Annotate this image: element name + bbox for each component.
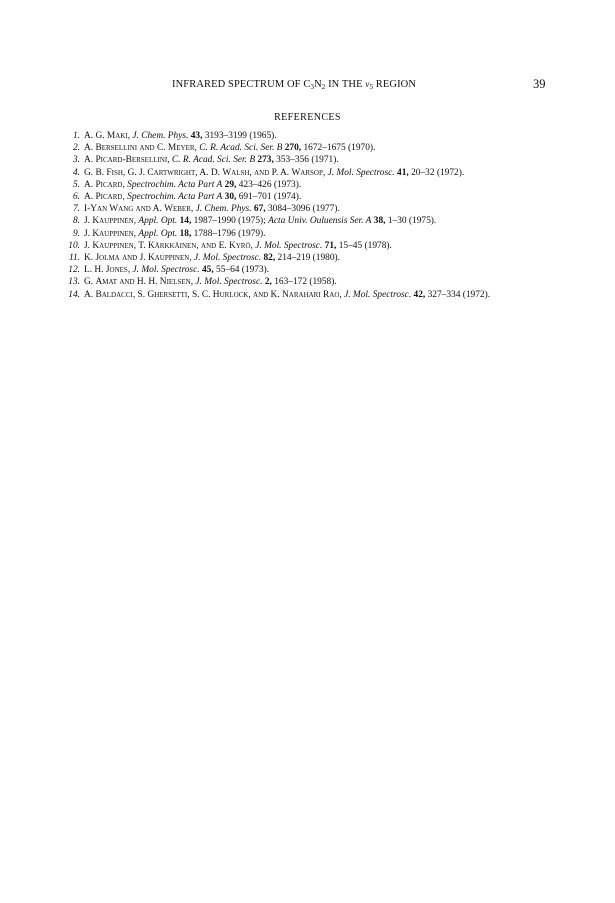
reference-text: J. [84,228,93,239]
reference-text: Narahari Rao [282,289,340,300]
reference-text: , [122,192,128,203]
reference-text: 45, [201,265,214,276]
running-head-subscript: 3 [310,83,315,91]
reference-text: 273, [257,155,274,166]
reference-text: , [189,253,195,264]
reference-text: Walsh, and [222,167,270,178]
reference-text: 214–219 (1980). [275,253,341,264]
reference-text: 423–426 (1973). [236,179,302,190]
reference-text: J. Mol. Spectrosc. [255,240,323,251]
reference-text: Appl. Opt. [138,228,178,239]
reference-text: , [133,216,139,227]
reference-text: L. H. [84,265,106,276]
reference-text: , S. C. [187,289,213,300]
reference-item [66,179,561,191]
reference-text: 71, [324,240,337,251]
reference-text: 29, [224,179,237,190]
reference-text: G. [84,277,96,288]
reference-text: Cartwright [147,167,196,178]
reference-text: 691–701 (1974). [236,192,302,203]
running-head-title-part: REGION [373,79,417,90]
reference-text: 38, [373,216,386,227]
reference-text: J. Mol. Spectrosc. [194,253,262,264]
reference-item [66,203,561,215]
reference-text: Maki [106,131,128,141]
reference-text: , [133,228,139,239]
reference-text: Appl. Opt. [138,216,178,227]
reference-number: 11. [68,253,80,264]
reference-text: A. [84,192,96,203]
reference-text: , S. [132,289,148,300]
reference-text: 42, [413,289,426,300]
reference-text: C. R. Acad. Sci. Ser. B [199,143,283,154]
reference-text: Bersellini and [95,143,155,154]
reference-text: A. [84,289,96,300]
reference-text: , [127,265,133,276]
running-head-title [172,79,416,91]
reference-text: C. [154,143,168,154]
reference-item [66,191,561,203]
reference-text: 163–172 (1958). [271,277,337,288]
running-head-title-part: N [314,79,322,90]
reference-text: Kauppinen [92,216,134,227]
reference-text: J. Chem. Phys. [132,131,189,141]
reference-text: 14, [179,216,192,227]
reference-text: 55–64 (1973). [213,265,270,276]
reference-number: 2. [72,143,80,154]
reference-text: 2, [264,277,272,288]
reference-text: Baldacci [95,289,133,300]
reference-text: 353–356 (1971). [273,155,339,166]
reference-text: Hurlock, and [212,289,269,300]
running-head-title-part: IN THE [325,79,366,90]
reference-number: 5. [72,179,80,190]
reference-text: Fish [106,167,123,178]
reference-text: A. [84,179,96,190]
reference-text: , [167,155,172,166]
reference-list [66,130,561,301]
reference-number: 8. [72,216,80,227]
reference-number: 13. [68,277,80,288]
reference-text: Jolma and [95,253,138,264]
reference-text: 1788–1796 (1979). [191,228,266,239]
reference-text: , G. J. [122,167,148,178]
reference-text: , [122,179,128,190]
running-head-symbol: ν [365,79,370,89]
reference-text: A. [84,155,96,166]
reference-text: Picard [95,179,123,190]
reference-number: 6. [72,192,80,203]
reference-text: 15–45 (1978). [336,240,392,251]
reference-text: , [190,277,196,288]
reference-text: Spectrochim. Acta Part A [127,192,223,203]
reference-text: 1672–1675 (1970). [301,143,376,154]
references-heading: REFERENCES [274,112,341,123]
reference-text: Kauppinen [147,253,190,264]
reference-number: 12. [68,265,80,276]
reference-text: Ghersetti [147,289,188,300]
reference-text: 1–30 (1975). [385,216,437,227]
reference-number: 1. [72,131,80,141]
reference-text: J. Chem. Phys. [195,204,252,215]
reference-item [66,215,561,227]
reference-text: 327–334 (1972). [425,289,491,300]
reference-text: J. [137,253,148,264]
reference-text: 67, [253,204,266,215]
reference-text: 20–32 (1972). [408,167,465,178]
running-head-subscript: 5 [369,83,374,91]
reference-text: A. G. [84,131,107,141]
reference-text: G. B. [84,167,107,178]
reference-text: 43, [190,131,203,141]
reference-item [66,154,561,166]
reference-text: Picard-Bersellini [95,155,168,166]
reference-text: J. [84,216,93,227]
reference-text: J. Mol. Spectrosc. [327,167,395,178]
reference-text: 3193–3199 (1965). [202,131,277,141]
reference-number: 3. [72,155,80,166]
reference-text: Warsop [291,167,323,178]
reference-text: Amat and [95,277,135,288]
reference-text: Jones [105,265,128,276]
reference-text: Yan Wang and [90,204,151,215]
reference-text: Spectrochim. Acta Part A [127,179,223,190]
running-head-title-part: INFRARED SPECTRUM OF C [172,79,311,90]
reference-text: 3084–3096 (1977). [265,204,340,215]
reference-number: 9. [72,228,80,239]
reference-text: A. [84,143,96,154]
reference-item [66,240,561,252]
reference-text: Picard [95,192,123,203]
running-head-subscript: 2 [321,83,326,91]
reference-text: C. R. Acad. Sci. Ser. B [171,155,256,166]
reference-text: 1987–1990 (1975); [191,216,269,227]
reference-number: 7. [72,204,80,215]
reference-text: , [127,131,133,141]
reference-text: J. Mol. Spectrosc. [195,277,263,288]
reference-text: 30, [224,192,237,203]
reference-number: 4. [72,167,80,178]
reference-text: 18, [179,228,192,239]
reference-number: 10. [68,240,80,251]
reference-text: , [322,167,328,178]
reference-number: 14. [68,289,80,300]
reference-text: Kärkkäinen, and [147,240,217,251]
reference-text: Kyrö [228,240,251,251]
reference-text: Nielsen [159,277,191,288]
reference-text: E. [216,240,229,251]
reference-item [66,142,561,154]
reference-text: J. [84,240,93,251]
reference-text: Meyer [167,143,195,154]
reference-item [66,252,561,264]
reference-text: H. H. [134,277,160,288]
reference-text: 41, [397,167,409,178]
reference-text: , [194,143,200,154]
reference-item [66,167,561,179]
reference-item [66,228,561,240]
reference-text: , T. [133,240,148,251]
page-number: 39 [533,77,546,91]
reference-text: J. Mol. Spectrosc. [344,289,412,300]
reference-text: 270, [284,143,302,154]
reference-item [66,264,561,276]
reference-text: K. [84,253,96,264]
reference-text: Kauppinen [92,240,134,251]
reference-text: , [190,204,196,215]
reference-text: J. Mol. Spectrosc. [132,265,200,276]
reference-text: K. [268,289,283,300]
reference-item [66,130,561,142]
reference-text: Weber [164,204,191,215]
reference-text: , [250,240,256,251]
reference-text: A. [150,204,165,215]
reference-text: , [339,289,345,300]
reference-text: Acta Univ. Ouluensis Ser. A [268,216,372,227]
reference-item [66,276,561,288]
reference-text: 82, [263,253,276,264]
running-head [0,79,615,95]
reference-text: Kauppinen [92,228,134,239]
reference-text: P. A. [269,167,292,178]
reference-item [66,289,561,301]
reference-text: , A. D. [195,167,223,178]
reference-text: I- [84,204,91,215]
